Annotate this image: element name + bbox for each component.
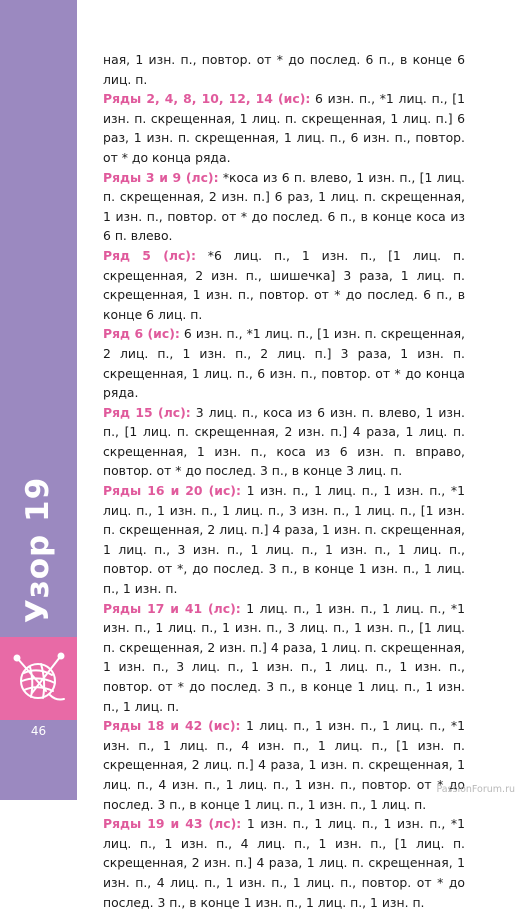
paragraph-rows-2-14: Ряды 2, 4, 8, 10, 12, 14 (ис): 6 изн. п., *1 лиц. п., [1 изн. п. скрещенная, 1 лиц. п. скрещенная, 1 лиц. п.] 6 раз, 1 изн. п. скрещенная, 1 лиц. п., 6 изн. п., повтор. от * до конца ряда. — [103, 91, 465, 165]
paragraph-row-5: Ряд 5 (лс): *6 лиц. п., 1 изн. п., [1 лиц. п. скрещенная, 2 изн. п., шишечка] 3 раза, 1 лиц. п. скрещенная, 1 изн. п., повтор. от * до послед. 6 п., в конце 6 лиц. п. — [103, 247, 465, 322]
row-label: Ряд 6 (ис): — [103, 326, 180, 342]
paragraph-rows-3-9: Ряды 3 и 9 (лс): *коса из 6 п. влево, 1 изн. п., [1 лиц. п. скрещенная, 2 изн. п.] 6 раз, 1 лиц. п. скрещенная, 1 изн. п., повтор. от * до послед. 6 п., в конце коса из 6 п. влево. — [103, 169, 465, 244]
sidebar — [0, 0, 77, 800]
row-label: Ряд 5 (лс): — [103, 247, 196, 263]
pattern-title-text: Узор 19 — [20, 476, 56, 624]
row-label: Ряды 3 и 9 (лс): — [103, 169, 219, 185]
pattern-instructions — [103, 50, 465, 912]
paragraph-row-6: Ряд 6 (ис): 6 изн. п., *1 лиц. п., [1 изн. п. скрещенная, 2 лиц. п., 1 изн. п., 2 лиц. п.] 3 раза, 1 изн. п. скрещенная, 1 лиц. п., 6 изн. п., повтор. от * до конца ряда. — [103, 326, 465, 401]
page-number: 46 — [30, 724, 47, 738]
paragraph-rows-19-43: Ряды 19 и 43 (лс): 1 изн. п., 1 лиц. п., 1 изн. п., *1 лиц. п., 1 изн. п., 4 лиц. п., 1 изн. п., [1 лиц. п. скрещенная, 2 изн. п.] 4 раза, 1 лиц. п. скрещенная, 1 изн. п., 4 лиц. п., 1 изн. п., 1 лиц. п., повтор. от * до послед. 3 п., в конце 1 изн. п., 1 лиц. п., 1 изн. п. — [103, 816, 466, 910]
row-label: Ряды 2, 4, 8, 10, 12, 14 (ис): — [103, 91, 311, 107]
pattern-title-vertical — [2, 470, 74, 630]
row-label: Ряды 18 и 42 (ис): — [103, 718, 241, 734]
row-label: Ряды 19 и 43 (лс): — [103, 816, 242, 832]
yarn-icon-box — [0, 637, 77, 720]
paragraph-row-15: Ряд 15 (лс): 3 лиц. п., коса из 6 изн. п. влево, 1 изн. п., [1 лиц. п. скрещенная, 2 изн. п.] 4 раза, 1 лиц. п. скрещенная, 1 изн. п., коса из 6 изн. п. вправо, повтор. от * до послед. 3 п., в конце 3 лиц. п. — [103, 404, 465, 479]
yarn-ball-with-needles-icon — [10, 647, 68, 709]
watermark: PassionForum.ru — [436, 784, 515, 795]
paragraph-rows-17-41: Ряды 17 и 41 (лс): 1 лиц. п., 1 изн. п., 1 лиц. п., *1 изн. п., 1 лиц. п., 1 изн. п., 3 лиц. п., 1 изн. п., [1 лиц. п. скрещенная, 2 изн. п.] 4 раза, 1 лиц. п. скрещенная, 1 изн. п., 3 лиц. п., 1 изн. п., 1 лиц. п., 1 изн. п., повтор. от * до послед. 3 п., в конце 1 лиц. п., 1 изн. п., 1 лиц. п. — [103, 600, 465, 714]
row-label: Ряд 15 (лс): — [103, 404, 191, 420]
paragraph-continuation: ная, 1 изн. п., повтор. от * до послед. 6 п., в конце 6 лиц. п. — [103, 52, 465, 87]
paragraph-rows-16-20: Ряды 16 и 20 (ис): 1 изн. п., 1 лиц. п., 1 изн. п., *1 лиц. п., 1 изн. п., 1 лиц. п., 3 изн. п., 1 лиц. п., [1 изн. п. скрещенная, 2 лиц. п.] 4 раза, 1 изн. п. скрещенная, 1 лиц. п., 3 изн. п., 1 лиц. п., 1 изн. п., 1 лиц. п., повтор. от *, до послед. 3 п., в конце 1 изн. п., 1 лиц. п., 1 изн. п. — [103, 483, 466, 597]
paragraph-rows-18-42: Ряды 18 и 42 (ис): 1 лиц. п., 1 изн. п., 1 лиц. п., *1 изн. п., 1 лиц. п., 4 изн. п., 1 лиц. п., [1 изн. п. скрещенная, 2 лиц. п.] 4 раза, 1 изн. п. скрещенная, 1 лиц. п., 4 изн. п., 1 лиц. п., 1 изн. п., повтор. от * до послед. 3 п., в конце 1 лиц. п., 1 изн. п., 1 лиц. п. — [103, 718, 465, 812]
row-label: Ряды 17 и 41 (лс): — [103, 600, 241, 616]
row-label: Ряды 16 и 20 (ис): — [103, 483, 241, 499]
